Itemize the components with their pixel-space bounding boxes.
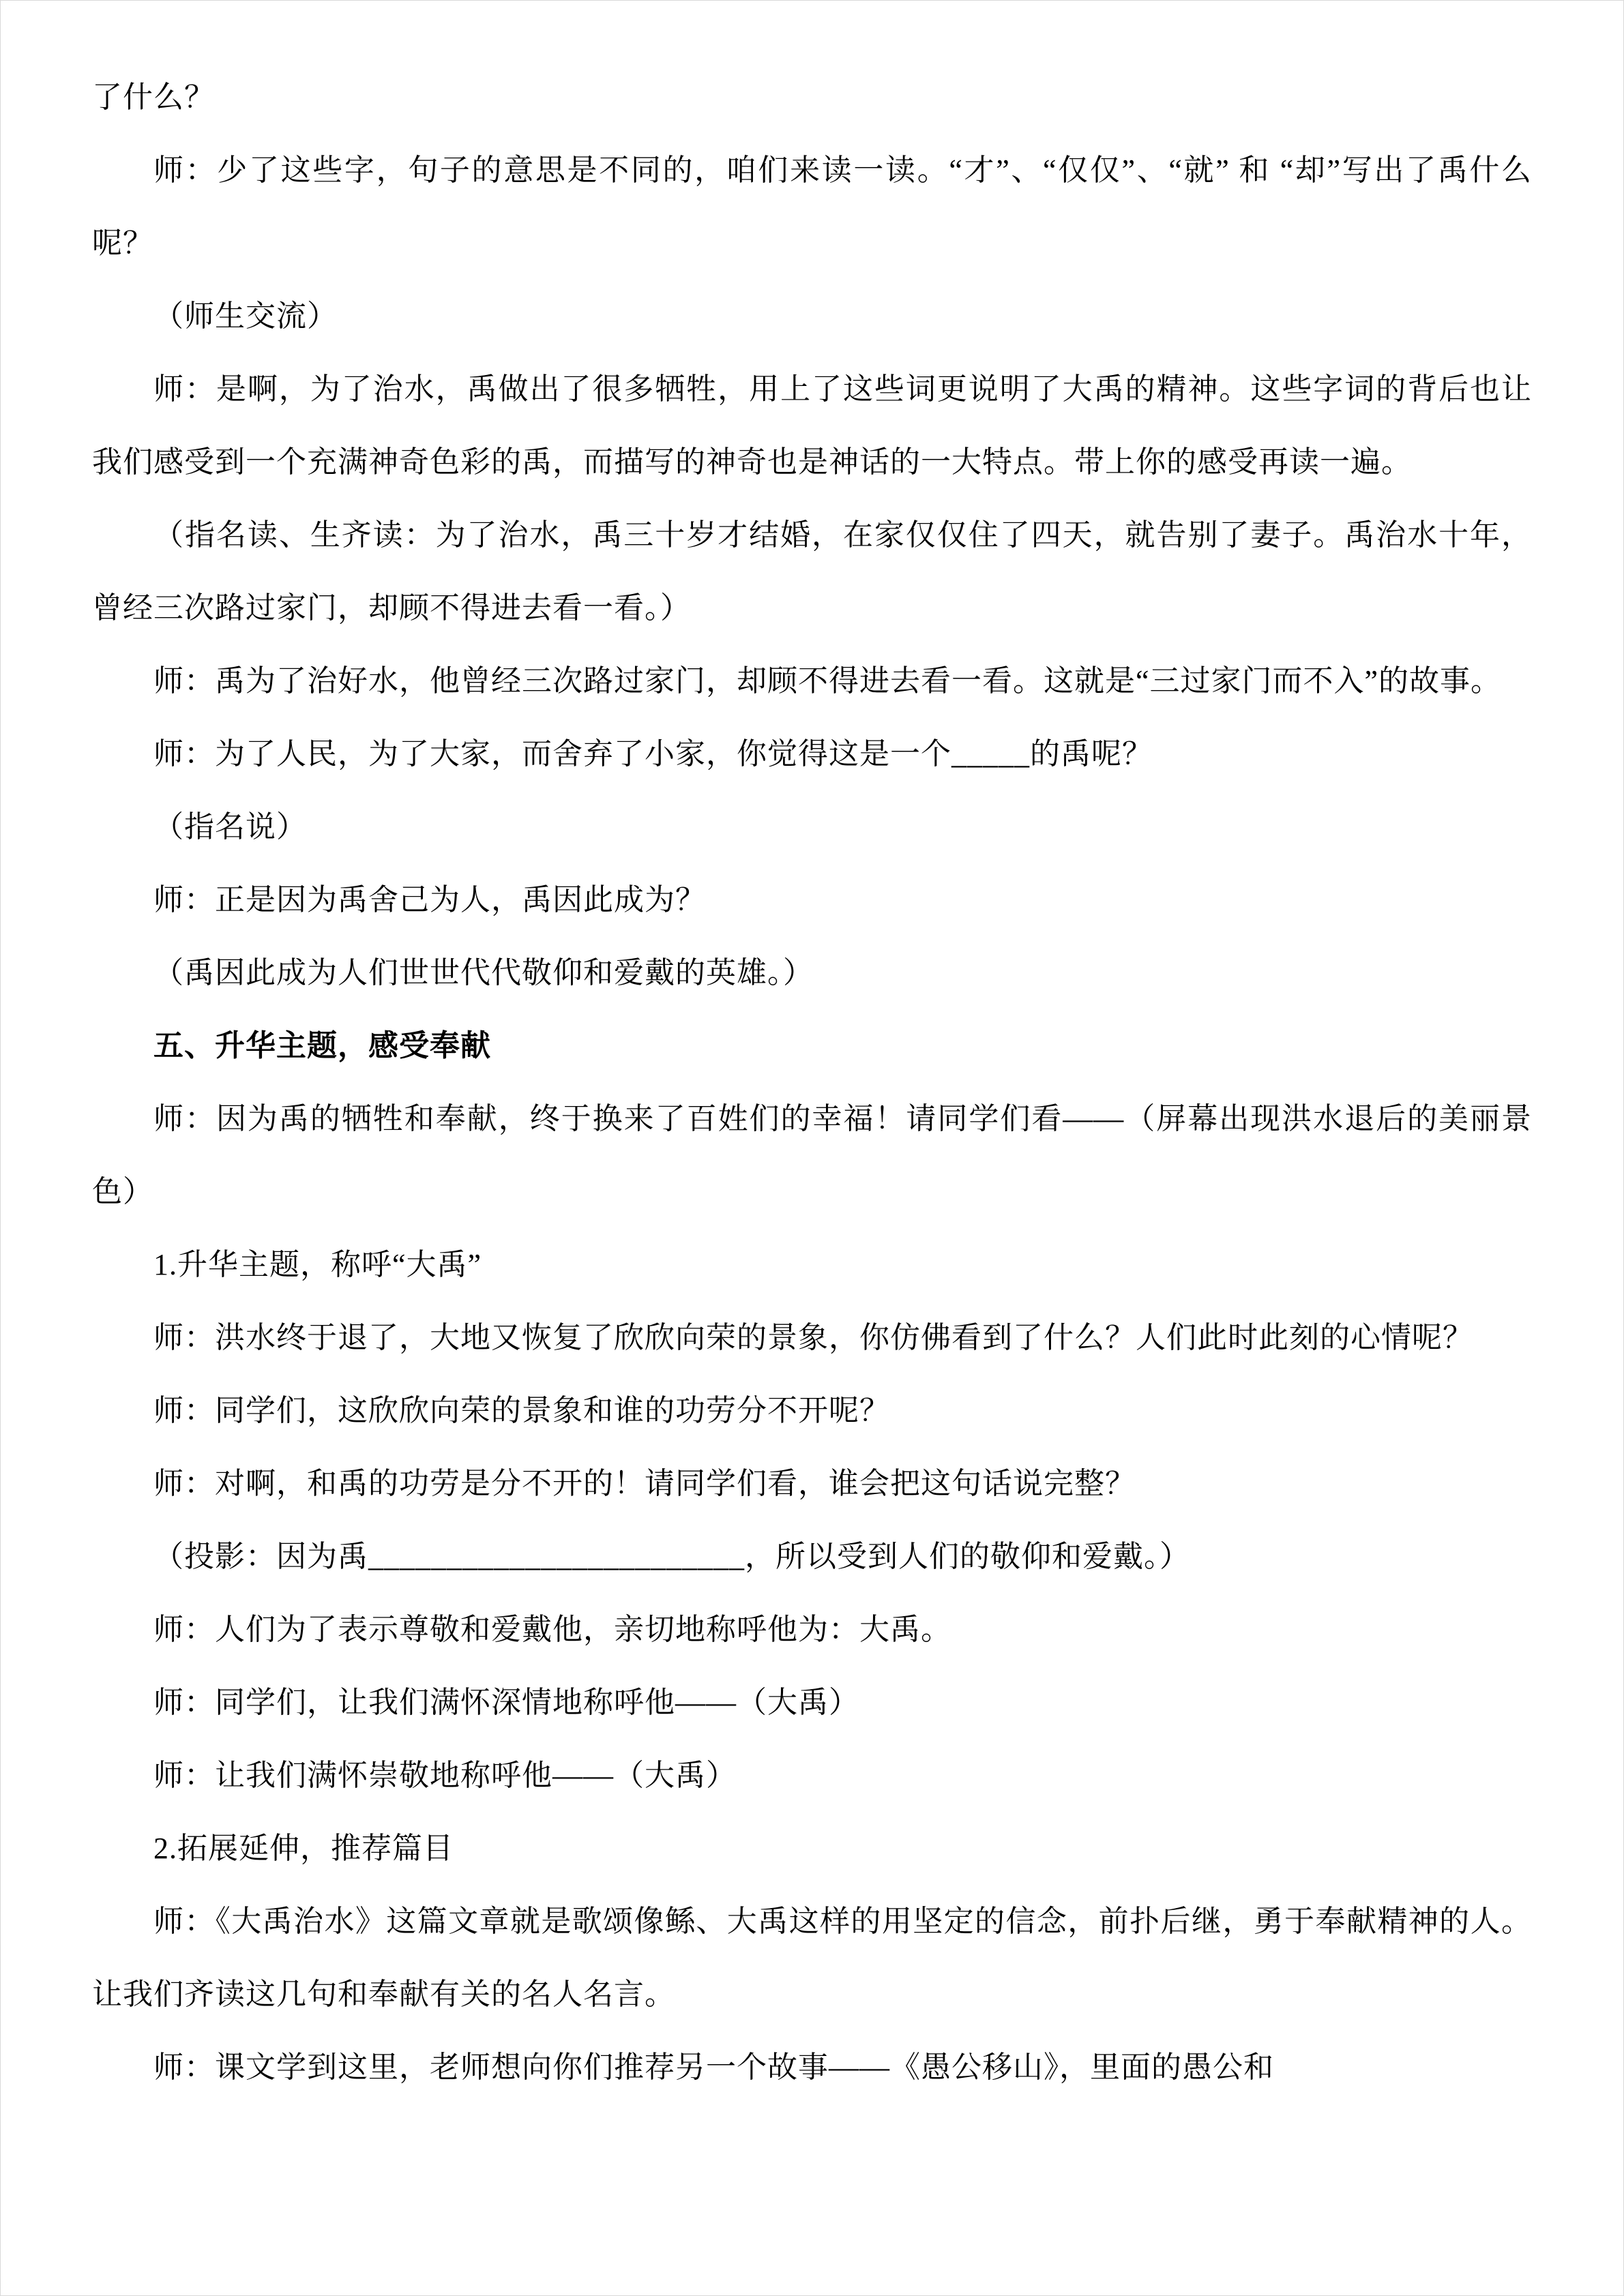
paragraph: 师：同学们，这欣欣向荣的景象和谁的功劳分不开呢？: [153, 1394, 890, 1427]
paragraph: 师：人们为了表示尊敬和爱戴他，亲切地称呼他为：大禹。: [153, 1613, 951, 1646]
paragraph: 师：正是因为禹舍己为人，禹因此成为？: [153, 883, 706, 916]
paragraph: 师：因为禹的牺牲和奉献，终于换来了百姓们的幸福！请同学们看——（屏幕出现洪水退后的美丽景色）: [92, 1102, 1532, 1208]
paragraph: 师：是啊，为了治水，禹做出了很多牺牲，用上了这些词更说明了大禹的精神。这些字词的背后也让我们感受到一个充满神奇色彩的禹，而描写的神奇也是神话的一大特点。带上你的感受再读一遍。: [92, 372, 1532, 479]
paragraph: （指名说）: [153, 810, 307, 844]
paragraph: 师：让我们满怀崇敬地称呼他——（大禹）: [153, 1759, 737, 1792]
paragraph: 2.拓展延伸，推荐篇目: [153, 1832, 454, 1865]
paragraph: 师：《大禹治水》这篇文章就是歌颂像鲧、大禹这样的用坚定的信念，前扑后继，勇于奉献精神的人。让我们齐读这几句和奉献有关的名人名言。: [92, 1905, 1532, 2011]
paragraph: 了什么？: [92, 80, 215, 114]
paragraph: 师：课文学到这里，老师想向你们推荐另一个故事——《愚公移山》，里面的愚公和: [153, 2051, 1274, 2084]
paragraph: 师：为了人民，为了大家，而舍弃了小家，你觉得这是一个_____的禹呢？: [153, 737, 1153, 771]
paragraph: 1.升华主题，称呼“大禹”: [153, 1248, 482, 1281]
paragraph: （师生交流）: [153, 299, 338, 333]
paragraph: （指名读、生齐读：为了治水，禹三十岁才结婚，在家仅仅住了四天，就告别了妻子。禹治水十年，曾经三次路过家门，却顾不得进去看一看。）: [92, 518, 1532, 625]
paragraph: 师：禹为了治好水，他曾经三次路过家门，却顾不得进去看一看。这就是“三过家门而不入”的故事。: [153, 664, 1502, 698]
paragraph: 师：对啊，和禹的功劳是分不开的！请同学们看，谁会把这句话说完整？: [153, 1467, 1136, 1500]
paragraph: 师：同学们，让我们满怀深情地称呼他——（大禹）: [153, 1686, 859, 1719]
document-body: [92, 61, 1532, 2104]
paragraph: 师：洪水终于退了，大地又恢复了欣欣向荣的景象，你仿佛看到了什么？人们此时此刻的心情呢？: [153, 1321, 1473, 1354]
paragraph: （禹因此成为人们世世代代敬仰和爱戴的英雄。）: [153, 956, 814, 989]
section-heading: 五、升华主题，感受奉献: [153, 1029, 491, 1062]
paragraph: 师：少了这些字，句子的意思是不同的，咱们来读一读。“才”、“仅仅”、“就” 和 “却”写出了禹什么呢？: [92, 153, 1532, 260]
paragraph: （投影：因为禹________________________，所以受到人们的敬仰和爱戴。）: [153, 1540, 1190, 1573]
